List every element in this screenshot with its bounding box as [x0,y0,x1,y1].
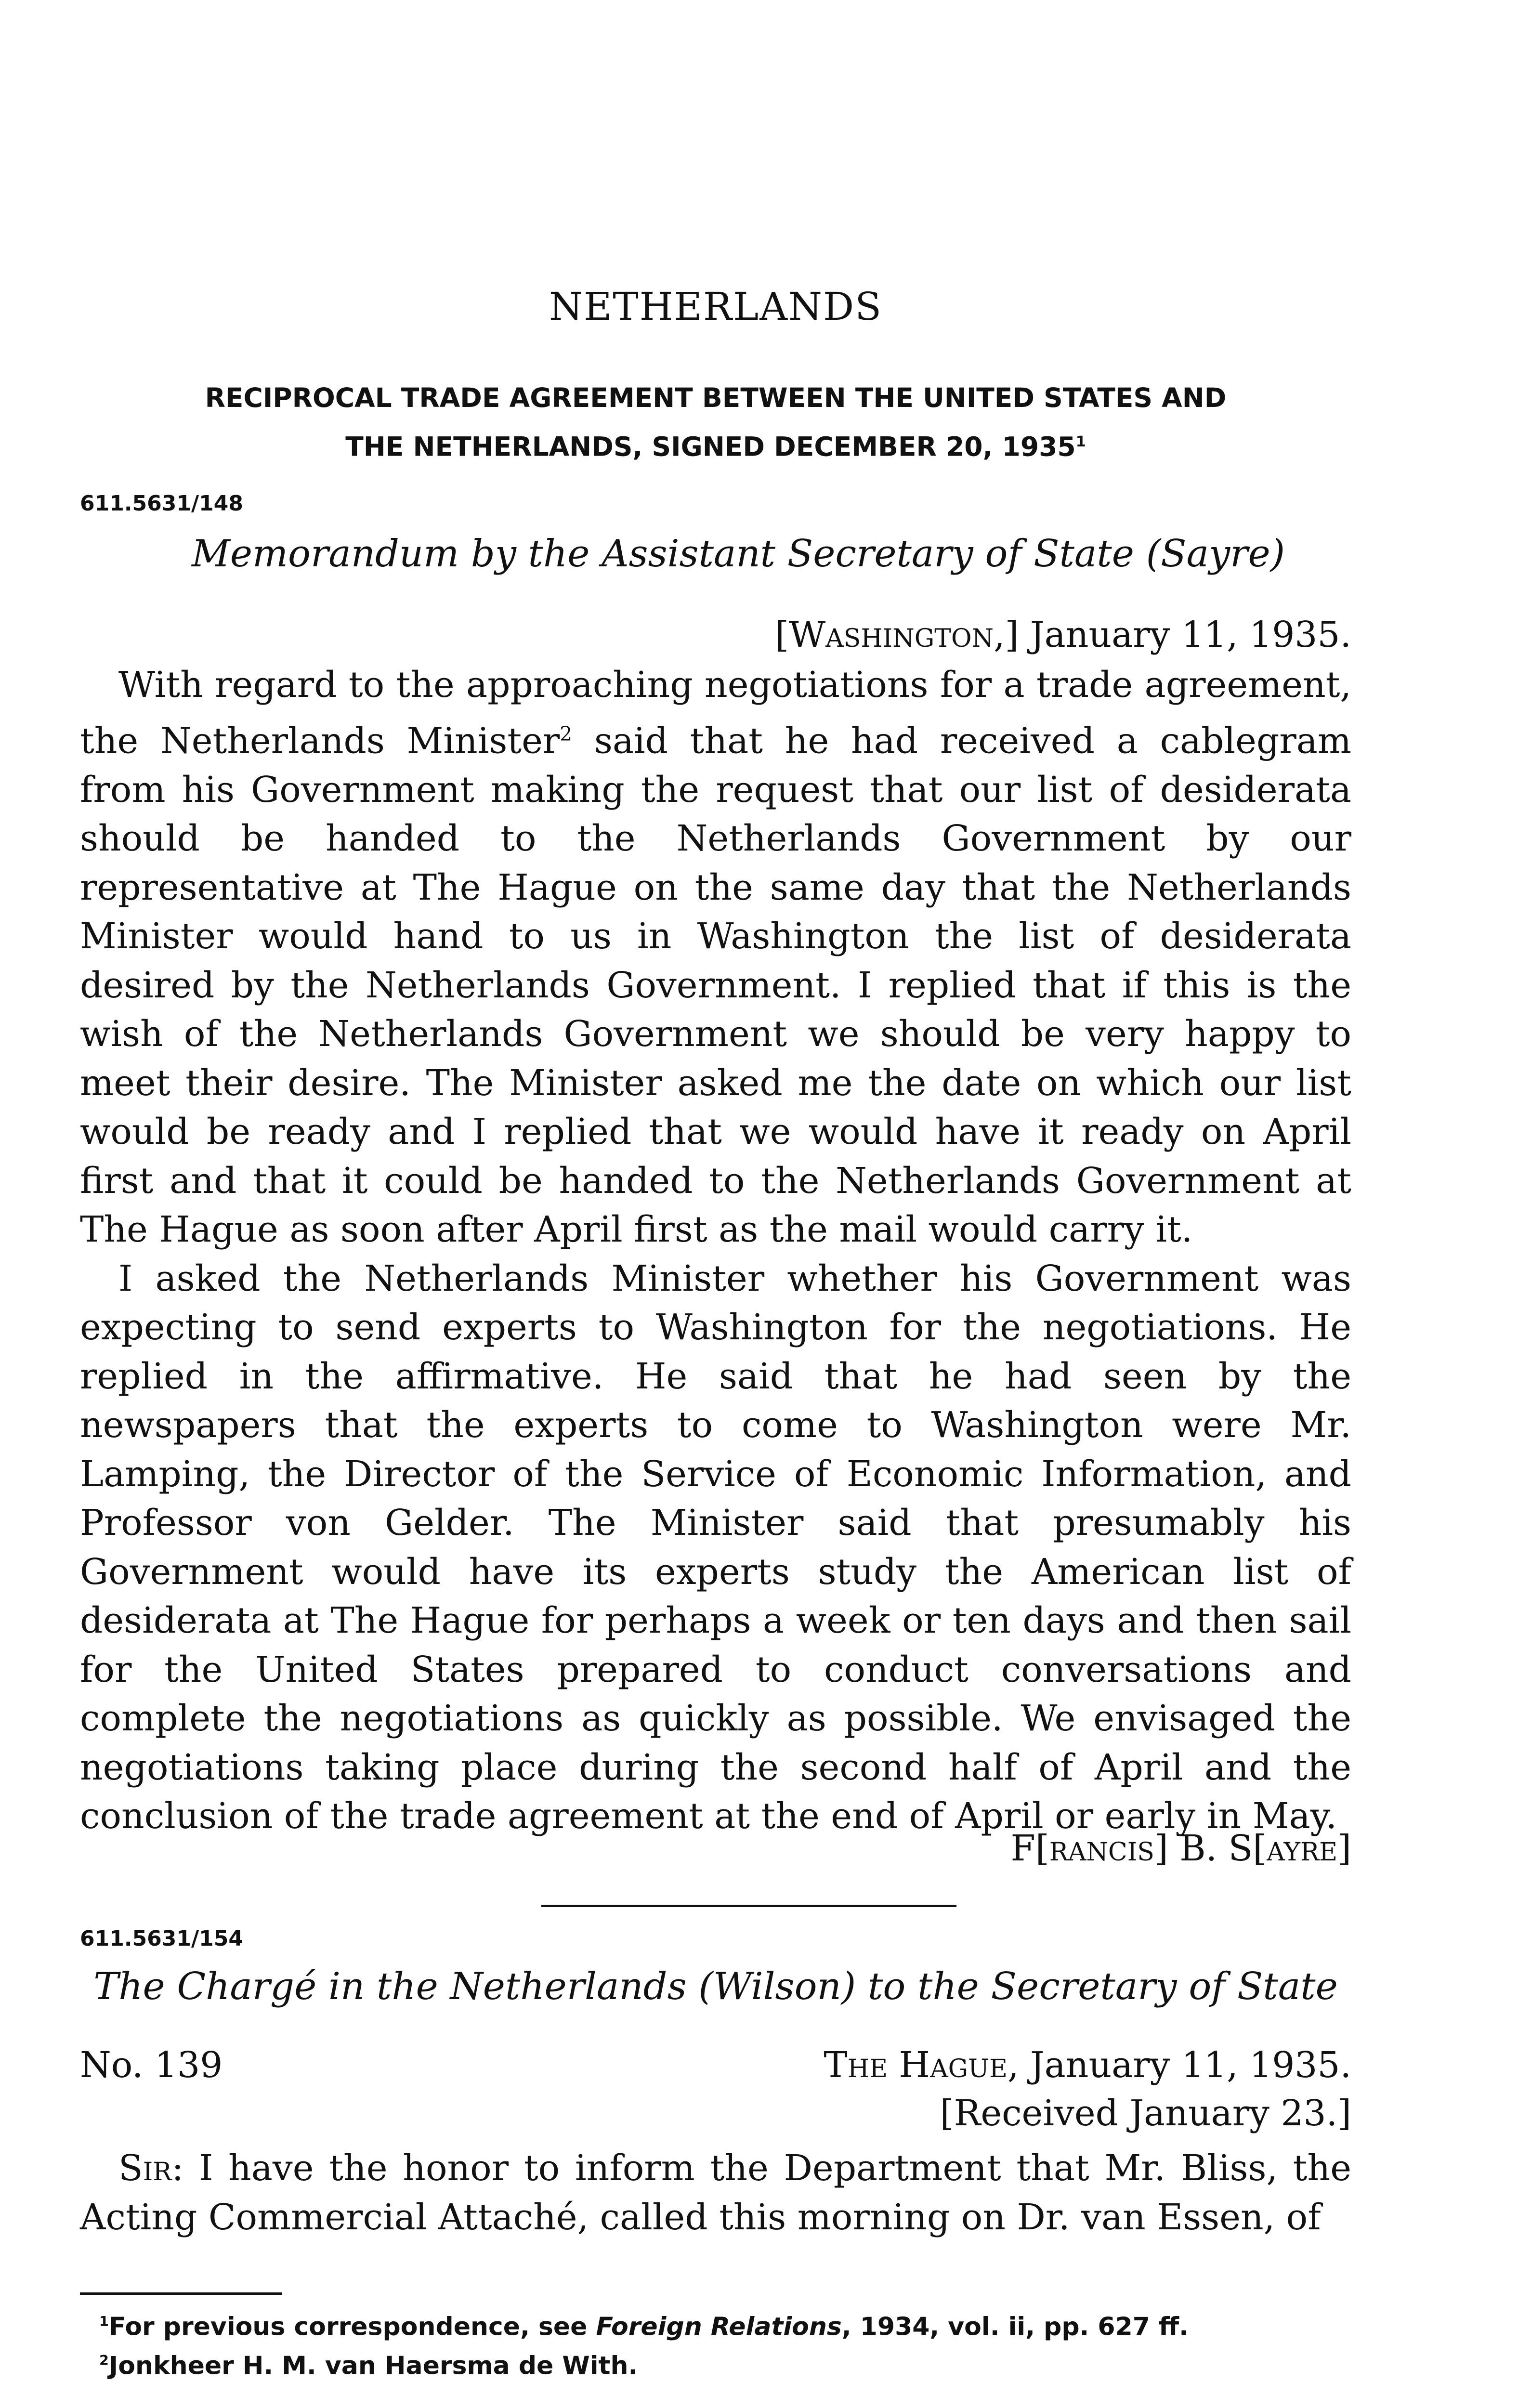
footnote-ref-2: 2 [560,722,573,746]
doc1-file-number: 611.5631/148 [80,491,243,516]
footnote-ref-1: 1 [1075,433,1086,450]
doc2-body [80,2144,1351,2242]
doc1-place: [Washington,] [775,614,1019,655]
footnote-2-text: Jonkheer H. M. van Haersma de With. [108,2351,638,2381]
doc2-received: [Received January 23.] [940,2093,1351,2134]
doc1-paragraph-1-part2: said that he had received a cablegram from his Government making the request that our list of desiderata should be handed to the Netherlands Government by our representative at The Hague on the same day that the Netherlands Minister would hand to us in Washington the list of desiderata desired by the Netherlands Government. I replied that if this is the wish of the Netherlands Government we should be very happy to meet their desire. The Minister asked me the date on which our list would be ready and I replied that we would have it ready on April first and that it could be handed to the Netherlands Government at The Hague as soon after April first as the mail would carry it. [80,720,1351,1251]
footnote-1-prefix: For previous correspondence, see [108,2312,596,2342]
subheading-line-2 [80,420,1351,469]
doc1-paragraph-2: I asked the Netherlands Minister whether his Government was expecting to send experts to Washington for the negotiations. He replied in the affirmative. He said that he had seen by the newspapers that the experts to come to Washington were Mr. Lamping, the Director of the Service of Economic Information, and Professor von Gelder. The Minister said that presumably his Government would have its experts study the American list of desiderata at The Hague for perhaps a week or ten days and then sail for the United States prepared to conduct conversations and complete the negotiations as quickly as possible. We envisaged the negotiations taking place during the second half of April and the conclusion of the trade agreement at the end of April or early in May. [80,1257,1351,1837]
doc1-title [80,532,1351,576]
doc2-number: No. 139 [80,2044,223,2086]
page-heading: NETHERLANDS [549,284,882,329]
doc2-title: The Chargé in the Netherlands (Wilson) to the Secretary of State [93,1965,1338,2008]
doc1-paragraph-1 [80,661,1351,1255]
doc1-signature [80,1828,1351,1869]
document-separator [541,1905,956,1907]
doc2-salutation: Sir: [118,2147,184,2189]
footnote-1-suffix: , 1934, vol. ii, pp. 627 ff. [841,2312,1189,2342]
doc2-paragraph-1 [80,2144,1351,2242]
footnote-1-ref: 1 [99,2313,109,2329]
doc2-file-number: 611.5631/154 [80,1926,243,1951]
footnote-rule [80,2292,282,2295]
doc1-body [80,661,1351,1841]
doc2-paragraph-1-text: I have the honor to inform the Department that Mr. Bliss, the Acting Commercial Attaché, called this morning on Dr. van Essen, of [80,2147,1351,2238]
footnote-1-italic: Foreign Relations [596,2312,842,2342]
doc1-dateline [80,614,1351,655]
doc1-paragraph-1-part1: With regard to the approaching negotiations for a trade agreement, the Netherlands Minister [80,664,1351,762]
subheading-line-1: RECIPROCAL TRADE AGREEMENT BETWEEN THE UNITED STATES AND [205,382,1227,413]
footnote-2 [99,2343,1351,2382]
footnote-1 [99,2304,1351,2343]
doc2-dateline [824,2044,1351,2086]
document-page [80,0,1351,2408]
doc2-date: January 11, 1935. [1030,2044,1351,2086]
doc1-date: January 11, 1935. [1030,614,1351,655]
doc2-number-dateline [80,2044,1351,2086]
footnote-2-ref: 2 [99,2352,109,2369]
doc1-title-text: Memorandum by the Assistant Secretary of State (Sayre) [192,532,1285,576]
doc1-signature-text: F[rancis] B. S[ayre] [1010,1828,1351,1869]
footnotes [80,2304,1351,2383]
section-subheading [80,376,1351,469]
subheading-line-2-text: THE NETHERLANDS, SIGNED DECEMBER 20, 1935 [345,431,1076,462]
doc2-place: The Hague, [824,2044,1019,2086]
